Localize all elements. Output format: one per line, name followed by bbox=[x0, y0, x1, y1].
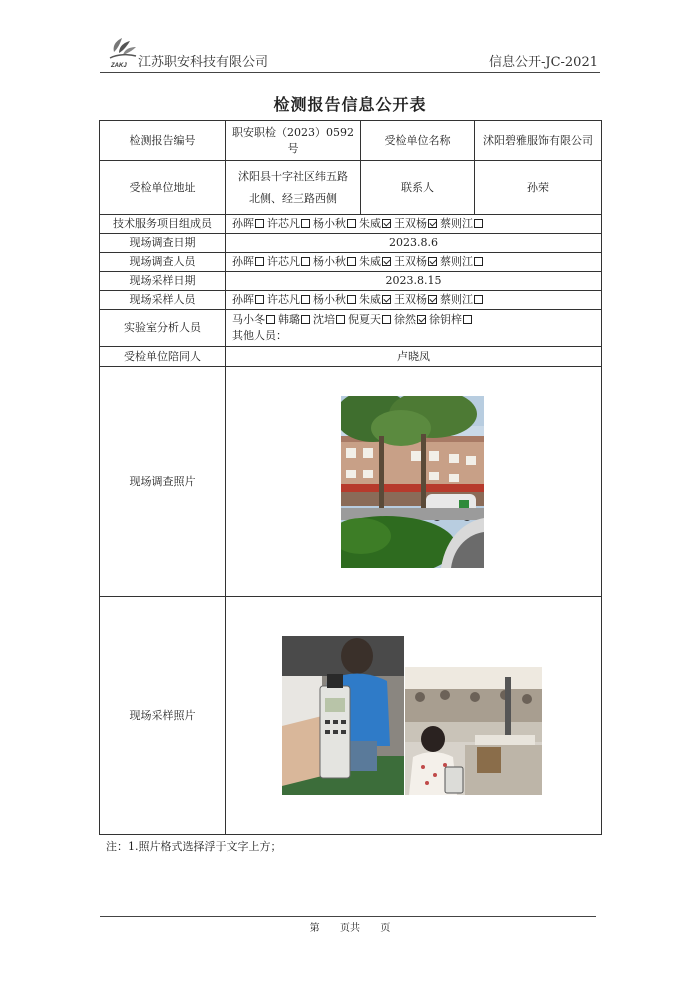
unchecked-box-icon bbox=[347, 219, 356, 228]
sampling-date-label: 现场采样日期 bbox=[100, 272, 226, 291]
staff-entry bbox=[232, 313, 278, 326]
footer-divider bbox=[100, 916, 596, 917]
staff-name: 朱威 bbox=[359, 255, 381, 268]
client-label: 受检单位名称 bbox=[361, 121, 475, 161]
staff-name: 许芯凡 bbox=[267, 217, 300, 230]
footer-of: 页共 bbox=[340, 923, 360, 934]
checked-box-icon bbox=[382, 219, 391, 228]
staff-name: 孙晖 bbox=[232, 255, 254, 268]
checked-box-icon bbox=[382, 257, 391, 266]
document-code: 信息公开-JC-2021 bbox=[488, 55, 598, 70]
sampling-photo-workshop bbox=[405, 667, 542, 795]
unchecked-box-icon bbox=[301, 315, 310, 324]
staff-entry bbox=[267, 217, 313, 230]
sampling-photo-meter bbox=[282, 636, 404, 795]
staff-name: 蔡则江 bbox=[440, 217, 473, 230]
unchecked-box-icon bbox=[255, 219, 264, 228]
staff-name: 杨小秋 bbox=[313, 293, 346, 306]
staff-name: 杨小秋 bbox=[313, 217, 346, 230]
unchecked-box-icon bbox=[347, 257, 356, 266]
staff-entry bbox=[429, 313, 475, 326]
page-title: 检测报告信息公开表 bbox=[273, 95, 427, 114]
report-no-value: 职安职检（2023）0592 号 bbox=[226, 121, 361, 161]
staff-entry bbox=[313, 255, 359, 268]
unchecked-box-icon bbox=[474, 257, 483, 266]
team-members bbox=[226, 215, 602, 234]
sampling-photo-label: 现场采样照片 bbox=[100, 597, 226, 835]
staff-entry bbox=[359, 293, 394, 306]
staff-entry bbox=[440, 255, 486, 268]
staff-name: 王双杨 bbox=[394, 217, 427, 230]
unchecked-box-icon bbox=[463, 315, 472, 324]
staff-entry bbox=[313, 313, 348, 326]
checked-box-icon bbox=[417, 315, 426, 324]
staff-entry bbox=[440, 293, 486, 306]
checked-box-icon bbox=[428, 295, 437, 304]
survey-date-value: 2023.8.6 bbox=[226, 234, 602, 253]
staff-entry bbox=[394, 293, 440, 306]
staff-name: 马小冬 bbox=[232, 313, 265, 326]
checked-box-icon bbox=[428, 257, 437, 266]
staff-entry bbox=[348, 313, 394, 326]
staff-entry bbox=[394, 313, 429, 326]
staff-entry bbox=[359, 217, 394, 230]
client-value: 沭阳碧雅服饰有限公司 bbox=[475, 121, 602, 161]
staff-entry bbox=[278, 313, 313, 326]
staff-name: 韩璐 bbox=[278, 313, 300, 326]
survey-site-photo bbox=[341, 396, 484, 568]
unchecked-box-icon bbox=[266, 315, 275, 324]
staff-name: 蔡则江 bbox=[440, 255, 473, 268]
staff-entry bbox=[232, 255, 267, 268]
staff-entry bbox=[359, 255, 394, 268]
address-value: 沭阳县十字社区纬五路北侧、经三路西侧 bbox=[226, 161, 361, 215]
page-header bbox=[100, 34, 600, 73]
unchecked-box-icon bbox=[255, 257, 264, 266]
footnote: 注：1.照片格式选择浮于文字上方； bbox=[106, 840, 282, 853]
staff-name: 蔡则江 bbox=[440, 293, 473, 306]
svg-text:ZAKJ: ZAKJ bbox=[111, 63, 127, 69]
survey-staff-label: 现场调查人员 bbox=[100, 253, 226, 272]
contact-label: 联系人 bbox=[361, 161, 475, 215]
unchecked-box-icon bbox=[474, 219, 483, 228]
staff-entry bbox=[267, 255, 313, 268]
contact-value: 孙荣 bbox=[475, 161, 602, 215]
staff-entry bbox=[440, 217, 486, 230]
page-footer bbox=[0, 919, 700, 934]
sampling-date-value: 2023.8.15 bbox=[226, 272, 602, 291]
lab-label: 实验室分析人员 bbox=[100, 310, 226, 347]
lab-staff bbox=[232, 312, 597, 328]
survey-date-label: 现场调查日期 bbox=[100, 234, 226, 253]
checked-box-icon bbox=[382, 295, 391, 304]
staff-entry bbox=[313, 217, 359, 230]
escort-value: 卢晓凤 bbox=[226, 347, 602, 367]
staff-name: 倪夏天 bbox=[348, 313, 381, 326]
staff-name: 王双杨 bbox=[394, 255, 427, 268]
sampling-staff-label: 现场采样人员 bbox=[100, 291, 226, 310]
report-no-label: 检测报告编号 bbox=[100, 121, 226, 161]
survey-photo-label: 现场调查照片 bbox=[100, 367, 226, 597]
unchecked-box-icon bbox=[301, 257, 310, 266]
team-label: 技术服务项目组成员 bbox=[100, 215, 226, 234]
company-name: 江苏职安科技有限公司 bbox=[138, 55, 269, 70]
staff-name: 沈培 bbox=[313, 313, 335, 326]
staff-name: 徐钥梓 bbox=[429, 313, 462, 326]
unchecked-box-icon bbox=[382, 315, 391, 324]
unchecked-box-icon bbox=[336, 315, 345, 324]
staff-name: 朱威 bbox=[359, 217, 381, 230]
staff-entry bbox=[232, 217, 267, 230]
staff-name: 朱威 bbox=[359, 293, 381, 306]
escort-label: 受检单位陪同人 bbox=[100, 347, 226, 367]
sampling-staff bbox=[226, 291, 602, 310]
staff-entry bbox=[394, 255, 440, 268]
staff-name: 许芯凡 bbox=[267, 255, 300, 268]
unchecked-box-icon bbox=[301, 295, 310, 304]
company-logo-icon bbox=[106, 34, 138, 70]
unchecked-box-icon bbox=[347, 295, 356, 304]
staff-name: 杨小秋 bbox=[313, 255, 346, 268]
unchecked-box-icon bbox=[301, 219, 310, 228]
checked-box-icon bbox=[428, 219, 437, 228]
staff-entry bbox=[232, 293, 267, 306]
unchecked-box-icon bbox=[474, 295, 483, 304]
staff-name: 许芯凡 bbox=[267, 293, 300, 306]
staff-name: 王双杨 bbox=[394, 293, 427, 306]
footer-page: 第 bbox=[309, 923, 320, 934]
staff-entry bbox=[313, 293, 359, 306]
lab-staff-cell bbox=[226, 310, 602, 347]
staff-name: 孙晖 bbox=[232, 293, 254, 306]
staff-entry bbox=[394, 217, 440, 230]
staff-entry bbox=[267, 293, 313, 306]
lab-other: 其他人员： bbox=[232, 329, 287, 342]
staff-name: 孙晖 bbox=[232, 217, 254, 230]
footer-pages: 页 bbox=[380, 923, 391, 934]
unchecked-box-icon bbox=[255, 295, 264, 304]
staff-name: 徐然 bbox=[394, 313, 416, 326]
survey-staff bbox=[226, 253, 602, 272]
address-label: 受检单位地址 bbox=[100, 161, 226, 215]
